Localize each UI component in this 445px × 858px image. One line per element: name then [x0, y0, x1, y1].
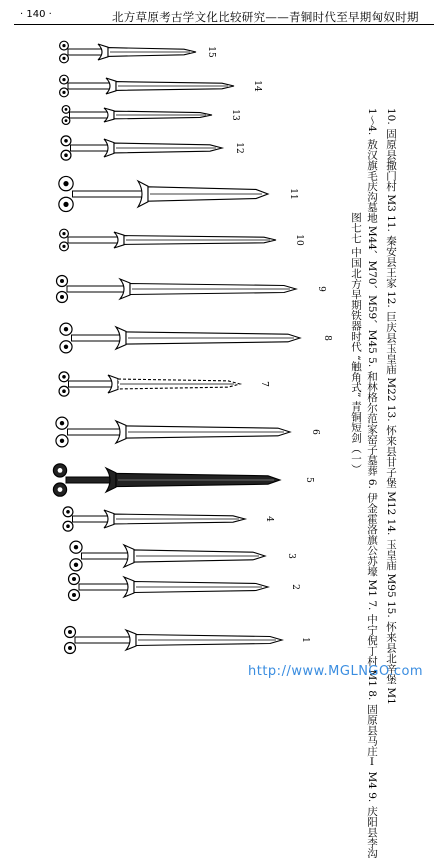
dagger-label: 14: [252, 80, 262, 92]
grip: [72, 335, 121, 341]
pommel-eye-upper: [64, 327, 68, 331]
pommel-eye-upper: [64, 139, 68, 143]
grip: [75, 637, 130, 643]
grip: [69, 381, 113, 387]
dagger-8: [60, 323, 332, 353]
pommel-eye-lower: [62, 389, 66, 393]
pommel-eye-lower: [60, 439, 64, 443]
dagger-label: 13: [230, 109, 240, 121]
pommel-eye-lower: [65, 119, 68, 122]
grip: [73, 191, 143, 197]
pommel-eye-upper: [74, 545, 78, 549]
dagger-label: 1: [300, 637, 310, 643]
pommel-eye-upper: [65, 108, 68, 111]
grip: [70, 112, 109, 118]
dagger-11: [59, 176, 298, 211]
dagger-label: 5: [304, 477, 314, 483]
pommel-eye-lower: [64, 345, 68, 349]
dagger-14: [60, 75, 262, 97]
dagger-7: [59, 372, 269, 396]
dagger-label: 4: [264, 516, 274, 522]
page-number: · 140 ·: [20, 9, 52, 20]
pommel-eye-lower: [58, 487, 63, 492]
figure-caption-line-1: 1～4. 敖汉旗毛庆沟墓地 M44、M70、M59、M45 5. 和林格尔范家窑子墓葬 6. 伊金霍洛旗公苏壕 M1 7. 中宁倪丁村 M1 8. 固原县马庄Ⅰ M4 9. 庆阳县李沟: [366, 108, 378, 858]
pommel-eye-lower: [62, 57, 65, 60]
pommel-eye-upper: [62, 232, 65, 235]
grip: [82, 553, 129, 559]
dagger-4: [63, 507, 274, 531]
pommel-eye-lower: [72, 593, 76, 597]
grip: [79, 584, 128, 590]
dagger-label: 7: [259, 381, 269, 387]
dagger-label: 3: [286, 553, 296, 559]
dagger-15: [60, 41, 216, 63]
dagger-2: [69, 574, 301, 601]
grip: [68, 83, 110, 89]
grip: [67, 286, 124, 292]
watermark: http://www.MGLNGO.com: [248, 664, 424, 679]
dagger-9: [57, 276, 327, 303]
pommel-eye-upper: [62, 78, 65, 81]
pommel-eye-upper: [68, 630, 72, 634]
dagger-6: [56, 417, 320, 447]
dagger-3: [70, 541, 296, 571]
pommel-eye-lower: [62, 91, 65, 94]
figure-caption-line-2: 10. 固原县撒门村 M3 11. 秦安县王家 12. 巨庆县玉皇庙 M22 13. 怀来县甘子堡 M12 14. 玉皇庙 M95 15. 怀来县北辛堡 M1: [385, 108, 397, 705]
pommel-eye-upper: [60, 421, 64, 425]
grip: [68, 237, 118, 243]
dagger-13: [62, 106, 240, 125]
dagger-5: [53, 464, 314, 496]
pommel-eye-upper: [62, 375, 66, 379]
pommel-eye-lower: [64, 153, 68, 157]
dagger-label: 11: [288, 188, 298, 200]
dagger-10: [60, 229, 304, 251]
pommel-eye-upper: [72, 577, 76, 581]
pommel-eye-lower: [60, 295, 64, 299]
dagger-1: [65, 627, 311, 654]
pommel-eye-lower: [66, 524, 70, 528]
pommel-eye-lower: [63, 202, 68, 207]
running-title: 北方草原考古学文化比较研究——青铜时代至早期匈奴时期: [112, 10, 419, 24]
dagger-12: [61, 136, 244, 160]
dagger-label: 6: [310, 429, 320, 435]
dagger-label: 15: [206, 46, 216, 58]
grip: [68, 49, 102, 55]
figure-title: 图七七 中国北方早期铁器时代 “触角式” 青铜短剑（一）: [350, 212, 362, 475]
pommel-eye-upper: [58, 468, 63, 473]
pommel-eye-lower: [74, 563, 78, 567]
dagger-label: 12: [234, 142, 244, 154]
pommel-eye-upper: [62, 44, 65, 47]
pommel-eye-upper: [60, 279, 64, 283]
pommel-eye-upper: [63, 181, 68, 186]
dagger-label: 10: [294, 234, 304, 246]
dagger-label: 9: [316, 286, 326, 292]
grip: [66, 477, 110, 483]
pommel-eye-lower: [62, 245, 65, 248]
grip: [71, 145, 109, 151]
pommel-eye-upper: [66, 510, 70, 514]
dagger-label: 8: [322, 335, 332, 341]
grip: [73, 516, 109, 522]
pommel-eye-lower: [68, 646, 72, 650]
dagger-label: 2: [290, 584, 300, 590]
grip: [68, 429, 121, 435]
